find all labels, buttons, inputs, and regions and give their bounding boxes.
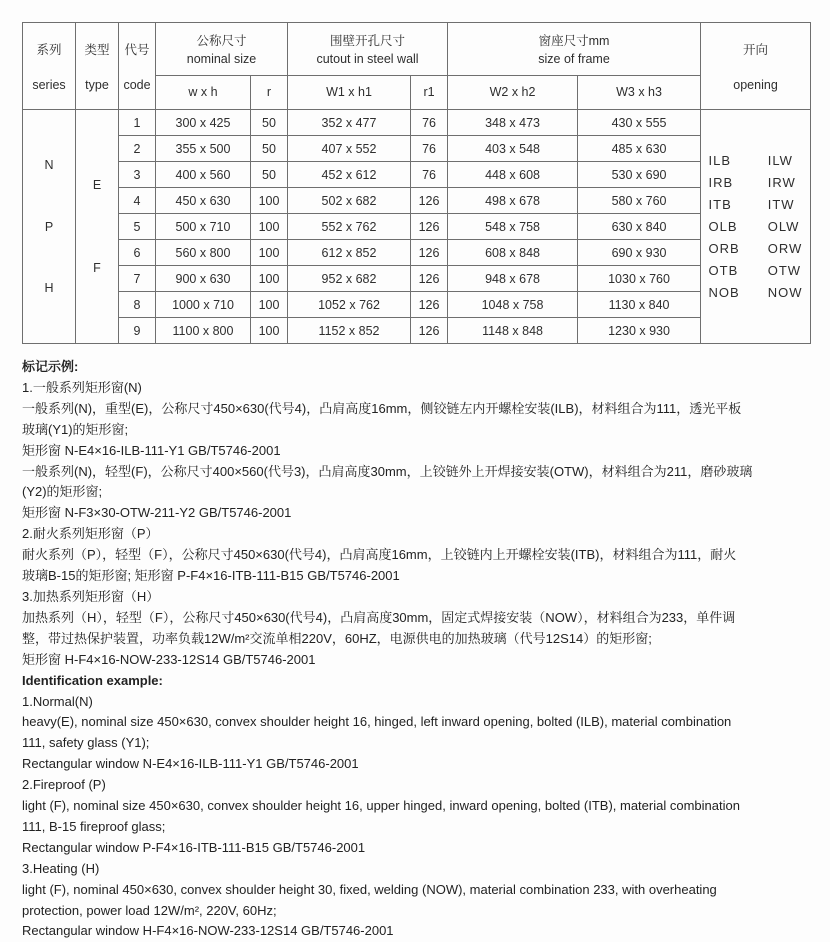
header-cutout bbox=[288, 23, 448, 76]
cell-w3h3: 690 x 930 bbox=[578, 240, 701, 266]
opening-code: NOW bbox=[767, 285, 803, 300]
cell-w3h3: 1230 x 930 bbox=[578, 318, 701, 344]
note-line: 耐火系列（P），轻型（F），公称尺寸450×630(代号4)，凸肩高度16mm，上铰链内上开螺栓安装(ITB)，材料组合为111，耐火 bbox=[22, 547, 737, 563]
cell-w3h3: 630 x 840 bbox=[578, 214, 701, 240]
note-line: 矩形窗 N-F3×30-OTW-211-Y2 GB/T5746-2001 bbox=[22, 505, 292, 521]
cell-w3h3: 530 x 690 bbox=[578, 162, 701, 188]
cell-r: 50 bbox=[251, 136, 288, 162]
notes-title-cn: 标记示例: bbox=[22, 359, 79, 374]
header-opening-cn: 开向 bbox=[743, 43, 769, 57]
table-row bbox=[23, 136, 811, 162]
note-line: 一般系列(N)，轻型(F)，公称尺寸400×560(代号3)，凸肩高度30mm，上铰链外上开焊接安装(OTW)，材料组合为211，磨砂玻璃 bbox=[22, 463, 753, 479]
note-line: light (F), nominal 450×630, convex shoulder height 30, fixed, welding (NOW), material combination 233, with overheating bbox=[22, 881, 717, 897]
opening-code: OLB bbox=[708, 219, 738, 234]
subheader-wh: w x h bbox=[156, 75, 251, 109]
note-line: 3.Heating (H) bbox=[22, 860, 100, 876]
opening-code: ITW bbox=[767, 197, 795, 212]
cell-code: 3 bbox=[119, 162, 156, 188]
header-series-cn: 系列 bbox=[36, 43, 62, 57]
note-line: 玻璃B-15的矩形窗; 矩形窗 P-F4×16-ITB-111-B15 GB/T5746-2001 bbox=[22, 568, 400, 584]
table-row bbox=[23, 214, 811, 240]
cell-wh: 1100 x 800 bbox=[156, 318, 251, 344]
header-frame-cn: 窗座尺寸mm bbox=[538, 34, 610, 49]
note-line: 111, B-15 fireproof glass; bbox=[22, 818, 166, 834]
cell-w3h3: 1130 x 840 bbox=[578, 292, 701, 318]
note-line: protection, power load 12W/m², 220V, 60Hz; bbox=[22, 902, 277, 918]
header-cutout-en: cutout in steel wall bbox=[316, 52, 419, 67]
header-cutout-cn: 围壁开孔尺寸 bbox=[330, 34, 406, 49]
cell-code: 9 bbox=[119, 318, 156, 344]
series-values-cell bbox=[23, 110, 76, 344]
cell-r: 100 bbox=[251, 292, 288, 318]
header-series bbox=[23, 23, 76, 110]
note-line: 2.Fireproof (P) bbox=[22, 777, 106, 793]
cell-w2h2: 548 x 758 bbox=[448, 214, 578, 240]
note-line: 整，带过热保护装置，功率负载12W/m²交流单相220V，60HZ，电源供电的加热玻璃（代号12S14）的矩形窗; bbox=[22, 630, 652, 646]
opening-code: ILW bbox=[767, 153, 793, 168]
header-code-en: code bbox=[123, 78, 151, 92]
header-type-en: type bbox=[85, 78, 109, 92]
cell-w1h1: 352 x 477 bbox=[288, 110, 411, 136]
cell-r1: 126 bbox=[411, 214, 448, 240]
notes-title-en: Identification example: bbox=[22, 672, 163, 688]
note-line: Rectangular window N-E4×16-ILB-111-Y1 GB/T5746-2001 bbox=[22, 756, 359, 772]
cell-r: 100 bbox=[251, 266, 288, 292]
subheader-r: r bbox=[251, 75, 288, 109]
cell-w1h1: 552 x 762 bbox=[288, 214, 411, 240]
cell-code: 8 bbox=[119, 292, 156, 318]
cell-code: 2 bbox=[119, 136, 156, 162]
note-line: 2.耐火系列矩形窗（P） bbox=[22, 526, 159, 542]
cell-w2h2: 403 x 548 bbox=[448, 136, 578, 162]
type-values-cell bbox=[76, 110, 119, 344]
cell-wh: 560 x 800 bbox=[156, 240, 251, 266]
cell-r: 50 bbox=[251, 162, 288, 188]
cell-w1h1: 502 x 682 bbox=[288, 188, 411, 214]
cell-wh: 900 x 630 bbox=[156, 266, 251, 292]
header-nominal-cn: 公称尺寸 bbox=[196, 34, 247, 49]
cell-r1: 126 bbox=[411, 240, 448, 266]
type-value: F bbox=[93, 260, 101, 275]
cell-w3h3: 430 x 555 bbox=[578, 110, 701, 136]
table-row bbox=[23, 162, 811, 188]
cell-wh: 355 x 500 bbox=[156, 136, 251, 162]
cell-w2h2: 348 x 473 bbox=[448, 110, 578, 136]
type-value: E bbox=[92, 178, 102, 193]
series-value: N bbox=[44, 157, 54, 172]
cell-w1h1: 1152 x 852 bbox=[288, 318, 411, 344]
opening-code: OTB bbox=[708, 263, 739, 278]
header-frame-size bbox=[448, 23, 701, 76]
opening-code: OTW bbox=[767, 263, 802, 278]
notes-section bbox=[22, 357, 812, 942]
cell-wh: 450 x 630 bbox=[156, 188, 251, 214]
header-opening-en: opening bbox=[733, 78, 778, 92]
header-frame-en: size of frame bbox=[538, 52, 610, 67]
cell-r1: 76 bbox=[411, 162, 448, 188]
cell-w3h3: 485 x 630 bbox=[578, 136, 701, 162]
note-line: Rectangular window P-F4×16-ITB-111-B15 GB/T5746-2001 bbox=[22, 839, 366, 855]
cell-w1h1: 952 x 682 bbox=[288, 266, 411, 292]
opening-codes-cell bbox=[701, 110, 811, 344]
cell-r1: 126 bbox=[411, 188, 448, 214]
cell-w2h2: 608 x 848 bbox=[448, 240, 578, 266]
cell-code: 6 bbox=[119, 240, 156, 266]
header-opening bbox=[701, 23, 811, 110]
subheader-w2h2: W2 x h2 bbox=[448, 75, 578, 109]
cell-w1h1: 452 x 612 bbox=[288, 162, 411, 188]
cell-wh: 1000 x 710 bbox=[156, 292, 251, 318]
note-line: 矩形窗 N-E4×16-ILB-111-Y1 GB/T5746-2001 bbox=[22, 442, 281, 458]
cell-wh: 400 x 560 bbox=[156, 162, 251, 188]
window-spec-table bbox=[22, 22, 811, 344]
cell-r1: 126 bbox=[411, 292, 448, 318]
note-line: light (F), nominal size 450×630, convex shoulder height 16, upper hinged, inward opening, bolted (ITB), material combination bbox=[22, 798, 740, 814]
table-row bbox=[23, 240, 811, 266]
note-line: 1.一般系列矩形窗(N) bbox=[22, 379, 142, 395]
opening-code: IRW bbox=[767, 175, 796, 190]
note-line: heavy(E), nominal size 450×630, convex shoulder height 16, hinged, left inward opening, bolted (ILB), material combination bbox=[22, 714, 732, 730]
table-row bbox=[23, 266, 811, 292]
subheader-r1: r1 bbox=[411, 75, 448, 109]
opening-code: NOB bbox=[708, 285, 740, 300]
subheader-w1h1: W1 x h1 bbox=[288, 75, 411, 109]
cell-r1: 76 bbox=[411, 136, 448, 162]
cell-w3h3: 1030 x 760 bbox=[578, 266, 701, 292]
note-line: (Y2)的矩形窗; bbox=[22, 484, 103, 500]
cell-w2h2: 1148 x 848 bbox=[448, 318, 578, 344]
cell-wh: 300 x 425 bbox=[156, 110, 251, 136]
header-series-en: series bbox=[32, 78, 66, 92]
cell-r1: 76 bbox=[411, 110, 448, 136]
note-line: 矩形窗 H-F4×16-NOW-233-12S14 GB/T5746-2001 bbox=[22, 651, 316, 667]
note-line: 加热系列（H），轻型（F），公称尺寸450×630(代号4)，凸肩高度30mm，固定式焊接安装（NOW），材料组合为233，单件调 bbox=[22, 609, 736, 625]
opening-code: IRB bbox=[708, 175, 734, 190]
header-nominal-en: nominal size bbox=[186, 52, 257, 67]
cell-r1: 126 bbox=[411, 266, 448, 292]
opening-code: ORB bbox=[708, 241, 740, 256]
opening-code: ORW bbox=[767, 241, 803, 256]
table-row bbox=[23, 318, 811, 344]
cell-r: 100 bbox=[251, 240, 288, 266]
table-row bbox=[23, 110, 811, 136]
note-line: 玻璃(Y1)的矩形窗; bbox=[22, 421, 129, 437]
note-line: 111, safety glass (Y1); bbox=[22, 735, 150, 751]
note-line: Rectangular window H-F4×16-NOW-233-12S14 GB/T5746-2001 bbox=[22, 923, 394, 939]
series-value: P bbox=[44, 219, 54, 234]
cell-code: 1 bbox=[119, 110, 156, 136]
header-code bbox=[119, 23, 156, 110]
cell-r: 50 bbox=[251, 110, 288, 136]
header-nominal-size bbox=[156, 23, 288, 76]
cell-w1h1: 1052 x 762 bbox=[288, 292, 411, 318]
note-line: 一般系列(N)，重型(E)，公称尺寸450×630(代号4)，凸肩高度16mm，侧铰链左内开螺栓安装(ILB)，材料组合为111，透光平板 bbox=[22, 400, 742, 416]
note-line: 1.Normal(N) bbox=[22, 693, 93, 709]
opening-code: ITB bbox=[708, 197, 732, 212]
opening-code: ILB bbox=[708, 153, 732, 168]
cell-w1h1: 612 x 852 bbox=[288, 240, 411, 266]
cell-r: 100 bbox=[251, 188, 288, 214]
header-type bbox=[76, 23, 119, 110]
cell-code: 7 bbox=[119, 266, 156, 292]
header-code-cn: 代号 bbox=[124, 43, 150, 57]
note-line: 3.加热系列矩形窗（H） bbox=[22, 588, 160, 604]
cell-w3h3: 580 x 760 bbox=[578, 188, 701, 214]
cell-wh: 500 x 710 bbox=[156, 214, 251, 240]
cell-w1h1: 407 x 552 bbox=[288, 136, 411, 162]
series-value: H bbox=[44, 281, 54, 296]
cell-code: 4 bbox=[119, 188, 156, 214]
cell-r: 100 bbox=[251, 318, 288, 344]
cell-w2h2: 948 x 678 bbox=[448, 266, 578, 292]
cell-w2h2: 1048 x 758 bbox=[448, 292, 578, 318]
cell-w2h2: 448 x 608 bbox=[448, 162, 578, 188]
cell-r1: 126 bbox=[411, 318, 448, 344]
opening-code: OLW bbox=[767, 219, 800, 234]
subheader-w3h3: W3 x h3 bbox=[578, 75, 701, 109]
cell-r: 100 bbox=[251, 214, 288, 240]
header-type-cn: 类型 bbox=[84, 43, 110, 57]
cell-code: 5 bbox=[119, 214, 156, 240]
table-row bbox=[23, 292, 811, 318]
table-row bbox=[23, 188, 811, 214]
cell-w2h2: 498 x 678 bbox=[448, 188, 578, 214]
